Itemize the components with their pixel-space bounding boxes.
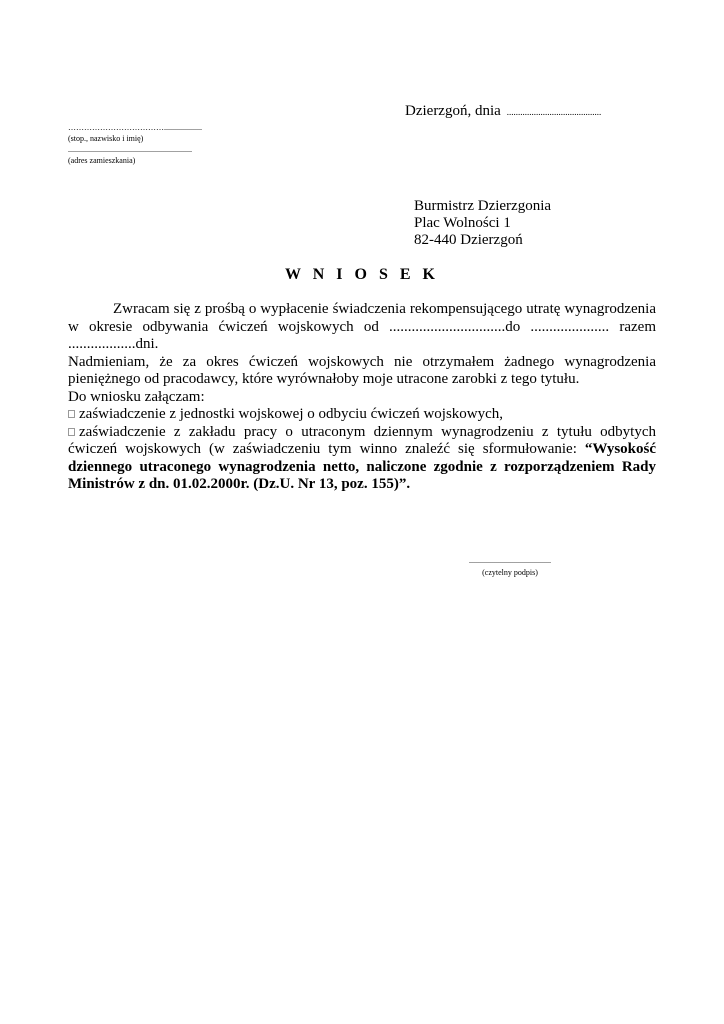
statement-paragraph: Nadmieniam, że za okres ćwiczeń wojskowych nie otrzymałem żadnego wynagrodzenia pieniężnego od pracodawcy, które wyrównałoby moje utracone zarobki z tego tytułu. <box>68 353 656 387</box>
place-date-label: Dzierzgoń, dnia <box>405 103 501 119</box>
attachment-item-1 <box>68 406 656 424</box>
document-body <box>68 301 656 494</box>
sender-block <box>68 122 202 166</box>
checkbox-icon <box>68 428 75 436</box>
recipient-line-3: 82-440 Dzierzgoń <box>414 232 523 248</box>
checkbox-icon <box>68 410 75 418</box>
attachments-intro: Do wniosku załączam: <box>68 388 205 405</box>
recipient-block <box>414 198 551 249</box>
sender-name-caption: (stop., nazwisko i imię) <box>68 134 144 143</box>
attachment-item-2 <box>68 424 656 494</box>
place-date-line <box>405 103 601 120</box>
signature-caption: (czytelny podpis) <box>482 568 538 577</box>
date-field: .......................................... <box>506 107 602 117</box>
signature-field: ......................................... <box>469 556 551 565</box>
sender-address-caption: (adres zamieszkania) <box>68 156 136 165</box>
sender-address-field: .............................................................. <box>68 145 192 154</box>
signature-block <box>450 555 570 579</box>
attachment-item-1-text: zaświadczenie z jednostki wojskowej o odbyciu ćwiczeń wojskowych, <box>79 406 504 422</box>
document-title: W N I O S E K <box>285 266 439 283</box>
attachment-item-2-quote: “Wysokość dziennego utraconego wynagrodzenia netto, naliczone zgodnie z rozporządzeniem Rady Ministrów z dn. 01.02.2000r. (Dz.U. Nr 13, poz. 155)”. <box>68 441 656 492</box>
request-paragraph: Zwracam się z prośbą o wypłacenie świadczenia rekompensującego utratę wynagrodzenia w okresie odbywania ćwiczeń wojskowych od ...............................do ..................... razem ..................dni. <box>68 301 656 352</box>
attachment-item-2-text: zaświadczenie z zakładu pracy o utraconym dziennym wynagrodzeniu z tytułu odbytych ćwiczeń wojskowych (w zaświadczeniu tym winno znaleźć się sformułowanie: <box>68 423 656 457</box>
recipient-line-1: Burmistrz Dzierzgonia <box>414 198 552 214</box>
sender-name-field: ………………………………................... <box>68 123 202 132</box>
recipient-line-2: Plac Wolności 1 <box>414 215 511 231</box>
